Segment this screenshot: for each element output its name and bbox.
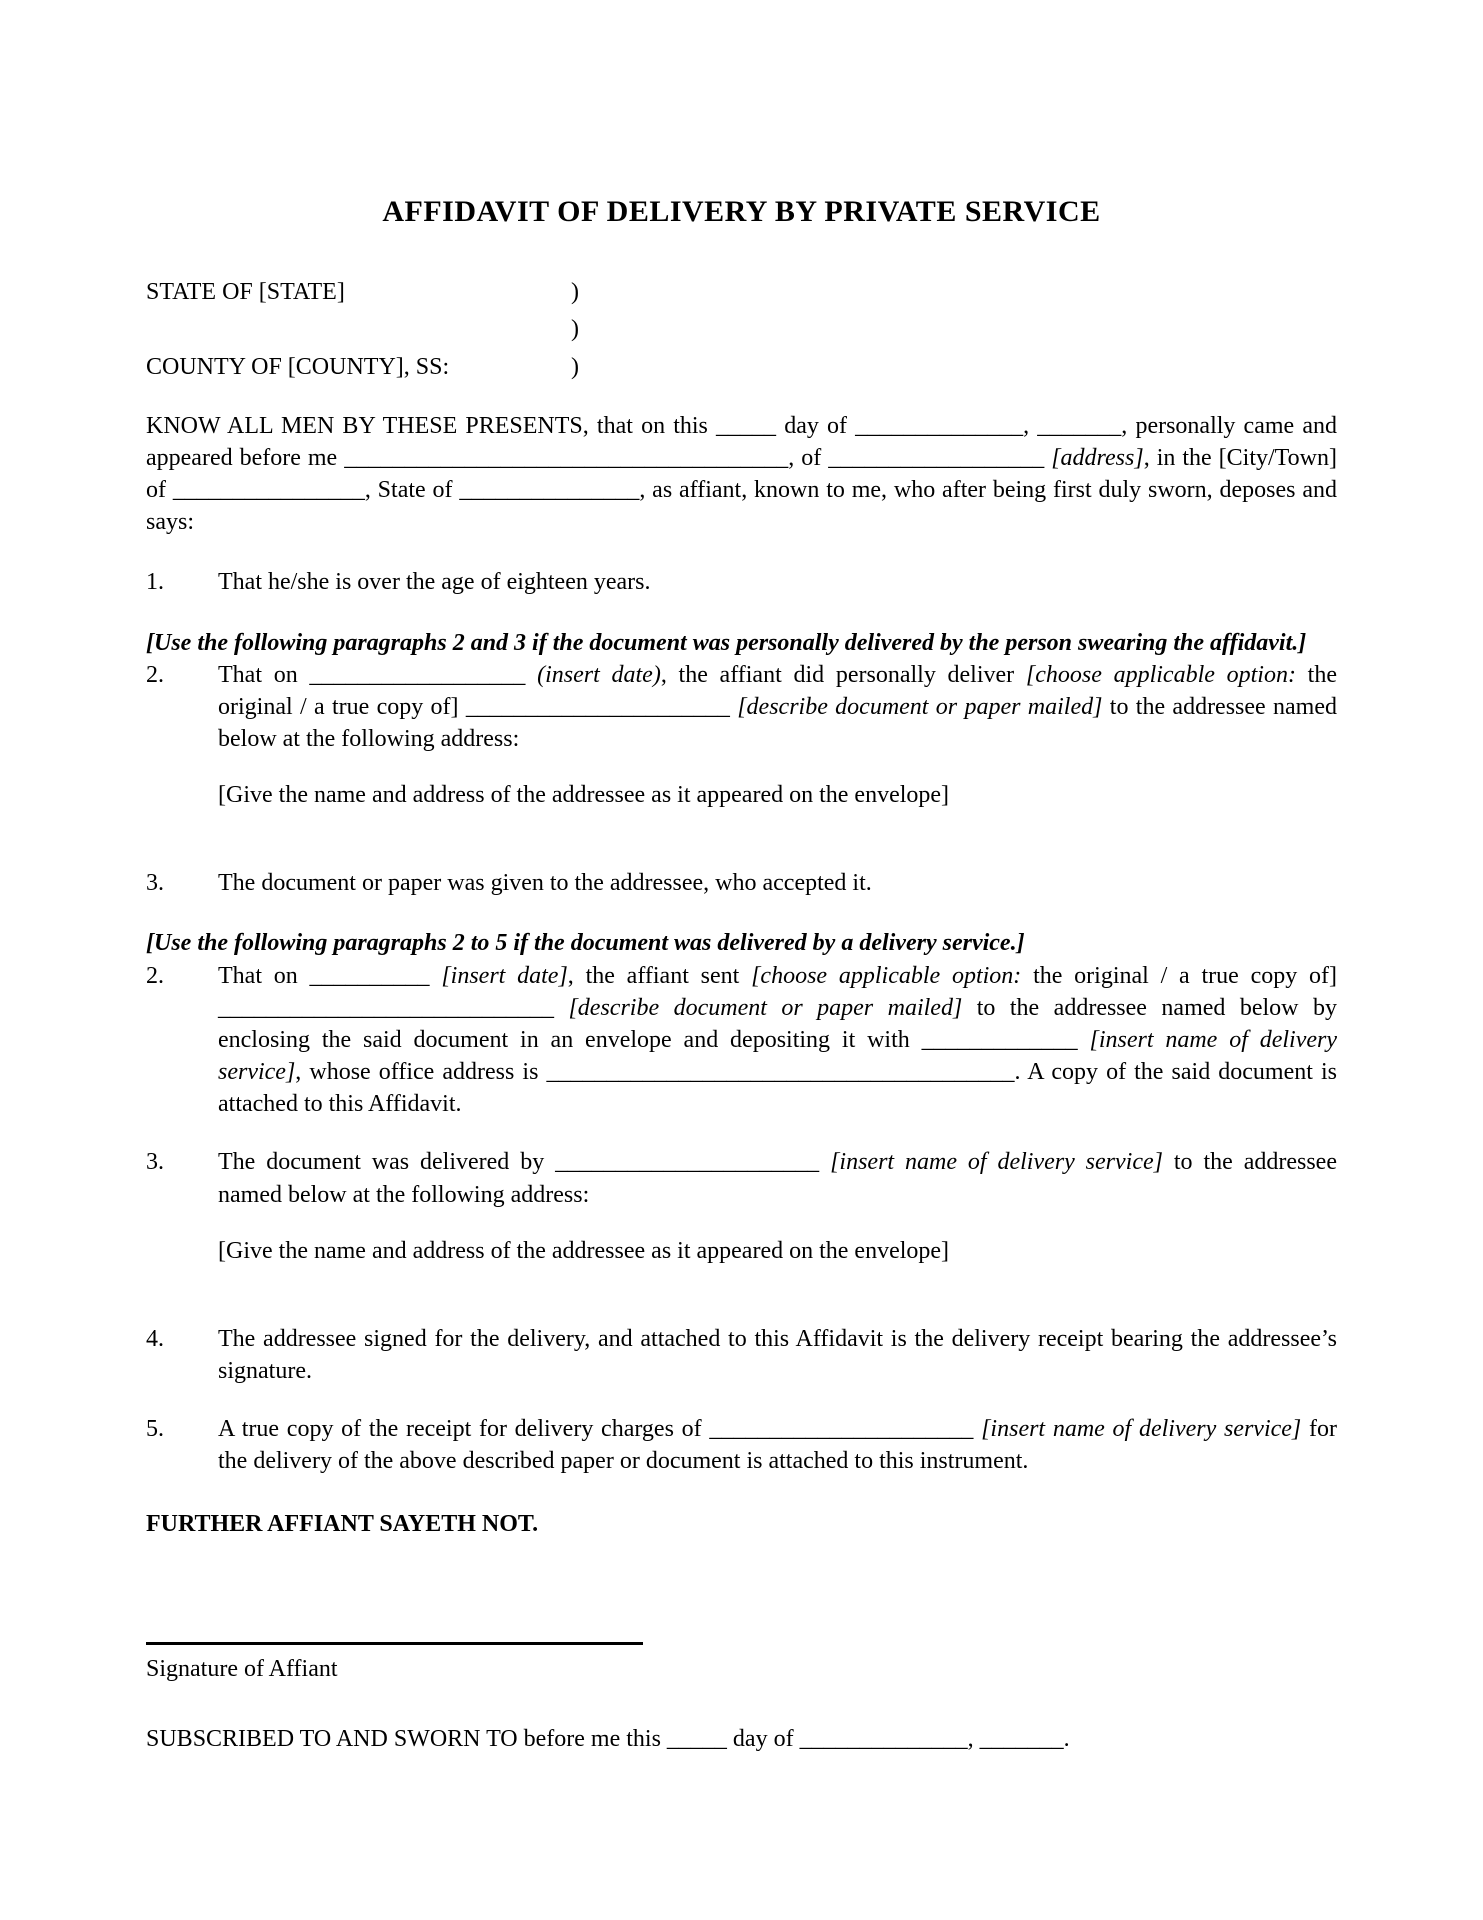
signature-block: [146, 1642, 1337, 1685]
item-1-text: That he/she is over the age of eighteen years.: [218, 569, 651, 596]
addressee-note-personal: [Give the name and address of the addressee as it appeared on the envelope]: [218, 782, 950, 809]
item-3-personal-text: The document or paper was given to the addressee, who accepted it.: [218, 870, 872, 897]
instruction-note-service: [Use the following paragraphs 2 to 5 if the document was delivered by a delivery service.]: [146, 930, 1025, 957]
item-2-personal: [146, 659, 1337, 755]
item-1: [146, 566, 1337, 598]
addressee-note-service: [Give the name and address of the addressee as it appeared on the envelope]: [218, 1237, 950, 1264]
instruction-note-personal: [Use the following paragraphs 2 and 3 if the document was personally delivered by the person swearing the affidavit.]: [146, 629, 1307, 656]
venue-spacer: [146, 311, 571, 348]
sworn-statement: SUBSCRIBED TO AND SWORN TO before me this _____ day of ______________, _______.: [146, 1725, 1070, 1752]
venue-paren-3: ): [571, 353, 579, 380]
venue-paren-1: ): [571, 279, 579, 306]
item-3-personal: [146, 867, 1337, 899]
venue-state-label: STATE OF [STATE]: [146, 279, 345, 306]
opening-paragraph: KNOW ALL MEN BY THESE PRESENTS, that on this _____ day of ______________, _______, personally came and appeared before me _____________________________________, of __________________ [address], in the [City/Town] of ________________, State of _______________, as affiant, known to me, who after being first duly sworn, deposes and says:: [146, 412, 1337, 536]
item-5-text: A true copy of the receipt for delivery charges of ______________________ [insert name of delivery service] for the delivery of the above described paper or document is attached to this instrument.: [218, 1416, 1337, 1475]
item-3-service: [146, 1146, 1337, 1210]
item-2-personal-number: 2.: [146, 661, 164, 688]
venue-county-row: [146, 349, 1337, 386]
signature-line: [146, 1642, 643, 1645]
item-2-service-text: That on __________ [insert date], the affiant sent [choose applicable option: the original / a true copy of] ____________________________ [describe document or paper mailed] to the addressee named below by enclosing the said document in an envelope and depositing it with _____________ [insert name of delivery service], whose office address is _______________________________________. A copy of the said document is attached to this Affidavit.: [218, 962, 1337, 1118]
closing-statement: FURTHER AFFIANT SAYETH NOT.: [146, 1510, 539, 1537]
item-2-service: [146, 960, 1337, 1121]
venue-paren-2: ): [571, 316, 579, 343]
item-4-text: The addressee signed for the delivery, and attached to this Affidavit is the delivery receipt bearing the addressee’s signature.: [218, 1325, 1337, 1385]
item-5-number: 5.: [146, 1416, 164, 1443]
item-5: [146, 1413, 1337, 1477]
venue-county-label: COUNTY OF [COUNTY], SS:: [146, 353, 450, 380]
venue-state-row: [146, 274, 1337, 311]
item-4-number: 4.: [146, 1325, 164, 1352]
item-3-personal-number: 3.: [146, 870, 164, 897]
item-4: [146, 1323, 1337, 1387]
item-2-service-number: 2.: [146, 962, 164, 989]
item-3-service-text: The document was delivered by ______________________ [insert name of delivery service] to the addressee named below at the following address:: [218, 1149, 1337, 1208]
item-3-service-number: 3.: [146, 1149, 164, 1176]
venue-middle-row: [146, 311, 1337, 348]
document-title: AFFIDAVIT OF DELIVERY BY PRIVATE SERVICE: [382, 195, 1101, 228]
venue-block: [146, 274, 1337, 386]
item-1-number: 1.: [146, 569, 164, 596]
item-2-personal-text: That on __________________ (insert date), the affiant did personally deliver [choose applicable option: the original / a true copy of] ______________________ [describe document or paper mailed] to the addressee named below at the following address:: [218, 661, 1337, 752]
signature-label: Signature of Affiant: [146, 1655, 338, 1682]
